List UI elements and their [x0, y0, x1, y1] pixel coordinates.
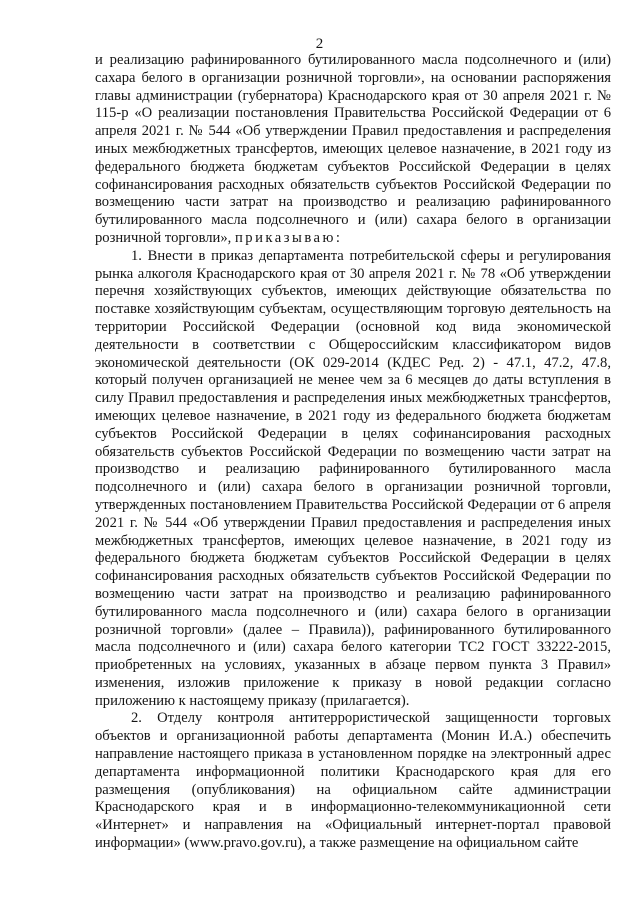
- paragraph-item-1: 1. Внести в приказ департамента потребительской сферы и регулирования рынка алкоголя Краснодарского края от 30 апреля 2021 г. № 78 «Об утверждении перечня хозяйствующих субъектов, имеющих действующие обязательства по поставке хозяйствующим субъектам, осуществляющим торговую деятельность на территории Российской Федерации (основной код вида экономической деятельности в соответствии с Общероссийским классификатором видов экономической деятельности (ОК 029-2014 (КДЕС Ред. 2) - 47.1, 47.2, 47.8, который получен организацией не менее чем за 6 месяцев до даты вступления в силу Правил предоставления и распределения иных межбюджетных трансфертов, имеющих целевое назначение, в 2021 году из федерального бюджета бюджетам субъектов Российской Федерации в целях софинансирования расходных обязательств субъектов Российской Федерации по возмещению части затрат на производство и реализацию рафинированного бутилированного масла подсолнечного и (или) сахара белого в организации розничной торговли, утвержденных постановлением Правительства Российской Федерации от 6 апреля 2021 г. № 544 «Об утверждении Правил предоставления и распределения иных межбюджетных трансфертов, имеющих целевое назначение, в 2021 году из федерального бюджета бюджетам субъектов Российской Федерации в целях софинансирования расходных обязательств субъектов Российской Федерации по возмещению части затрат на производство и реализацию рафинированного бутилированного масла подсолнечного и (или) сахара белого в организации розничной торговли» (далее – Правила)), рафинированного бутилированного масла подсолнечного и (или) сахара белого категории ТС2 ГОСТ 33222-2015, приобретенных на условиях, указанных в абзаце первом пункта 3 Правил» изменения, изложив приложение к приказу в новой редакции согласно приложению к настоящему приказу (прилагается).: [95, 247, 611, 709]
- paragraph-preamble: [95, 52, 611, 248]
- document-body: [95, 52, 611, 853]
- page-number: 2: [315, 36, 324, 52]
- order-keyword: приказываю:: [234, 229, 343, 246]
- preamble-text: и реализацию рафинированного бутилированного масла подсолнечного и (или) сахара белого в организации розничной торговли», на основании распоряжения главы администрации (губернатора) Краснодарского края от 30 апреля 2021 г. № 115-р «О реализации постановления Правительства Российской Федерации от 6 апреля 2021 г. № 544 «Об утверждении Правил предоставления и распределения иных межбюджетных трансфертов, имеющих целевое назначение, в 2021 году из федерального бюджета бюджетам субъектов Российской Федерации в целях софинансирования расходных обязательств субъектов Российской Федерации по возмещению части затрат на производство и реализацию рафинированного бутилированного масла подсолнечного и (или) сахара белого в организации розничной торговли»,: [95, 52, 611, 246]
- paragraph-item-2: 2. Отделу контроля антитеррористической защищенности торговых объектов и организационной работы департамента (Монин И.А.) обеспечить направление настоящего приказа в установленном порядке на электронный адрес департамента информационной политики Краснодарского края для его размещения (опубликования) на официальном сайте администрации Краснодарского края и в информационно-телекоммуникационной сети «Интернет» и направления на «Официальный интернет-портал правовой информации» (www.pravo.gov.ru), а также размещение на официальном сайте: [95, 710, 611, 852]
